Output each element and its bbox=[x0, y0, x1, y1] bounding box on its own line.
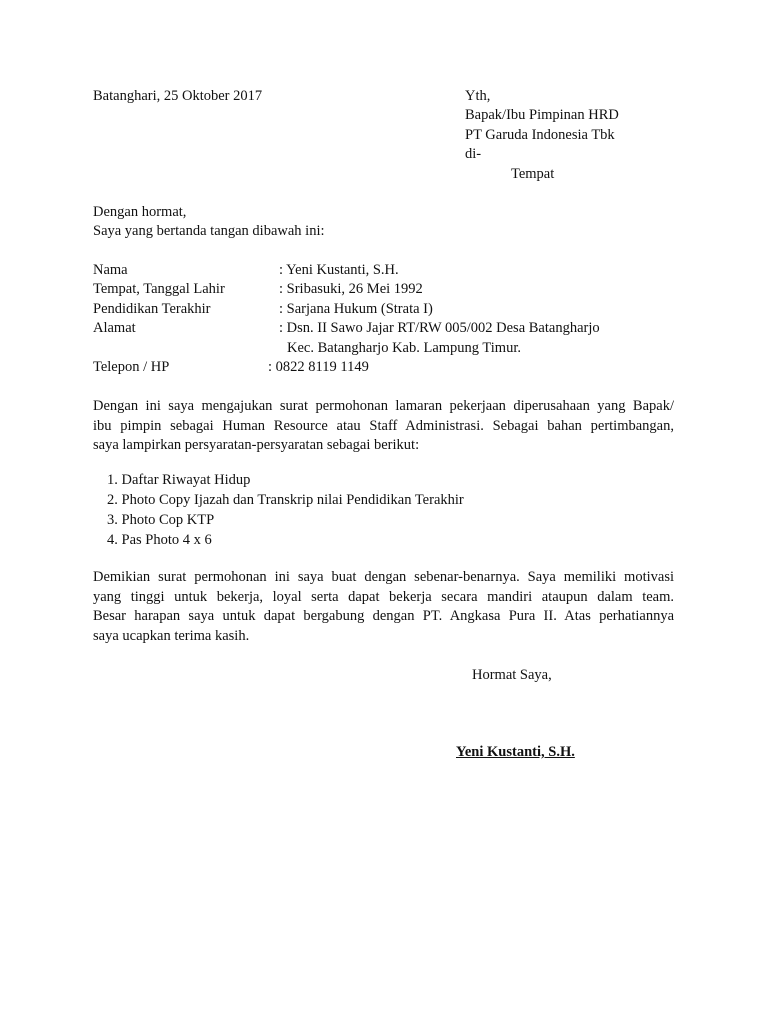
recipient-line-1: Yth, bbox=[465, 88, 491, 104]
list-item: 3. Photo Cop KTP bbox=[107, 512, 215, 528]
address-value-1: : Dsn. II Sawo Jajar RT/RW 005/002 Desa Batangharjo bbox=[279, 320, 600, 336]
name-value: : Yeni Kustanti, S.H. bbox=[279, 262, 399, 278]
education-label: Pendidikan Terakhir bbox=[93, 301, 211, 317]
list-item: 1. Daftar Riwayat Hidup bbox=[107, 472, 251, 488]
body-paragraph-2 bbox=[93, 568, 674, 646]
address-value-2: Kec. Batangharjo Kab. Lampung Timur. bbox=[287, 340, 521, 356]
body-2-line-2: yang tinggi untuk bekerja, loyal serta dapat bekerja secara mandiri ataupun dalam team. bbox=[93, 588, 674, 605]
recipient-line-3: PT Garuda Indonesia Tbk bbox=[465, 127, 615, 143]
body-paragraph-1 bbox=[93, 397, 674, 456]
attachment-list bbox=[107, 471, 464, 551]
name-label: Nama bbox=[93, 262, 128, 278]
address-label: Alamat bbox=[93, 320, 136, 336]
intro-text: Saya yang bertanda tangan dibawah ini: bbox=[93, 223, 325, 239]
closing: Hormat Saya, bbox=[472, 667, 552, 683]
birth-label: Tempat, Tanggal Lahir bbox=[93, 281, 225, 297]
phone-value: : 0822 8119 1149 bbox=[268, 359, 369, 375]
body-2-line-4: saya ucapkan terima kasih. bbox=[93, 627, 250, 644]
body-2-line-1: Demikian surat permohonan ini saya buat dengan sebenar-benarnya. Saya memiliki motivasi bbox=[93, 569, 674, 585]
recipient-line-5: Tempat bbox=[511, 166, 555, 182]
birth-value: : Sribasuki, 26 Mei 1992 bbox=[279, 281, 423, 297]
phone-label: Telepon / HP bbox=[93, 359, 170, 375]
body-1-line-1: Dengan ini saya mengajukan surat permohonan lamaran pekerjaan diperusahaan yang Bapak/ bbox=[93, 398, 674, 414]
education-value: : Sarjana Hukum (Strata I) bbox=[279, 301, 433, 317]
recipient-line-2: Bapak/Ibu Pimpinan HRD bbox=[465, 107, 619, 123]
list-item: 2. Photo Copy Ijazah dan Transkrip nilai Pendidikan Terakhir bbox=[107, 492, 464, 508]
body-1-line-3: saya lampirkan persyaratan-persyaratan sebagai berikut: bbox=[93, 437, 420, 453]
signature-name: Yeni Kustanti, S.H. bbox=[456, 744, 575, 760]
recipient-line-4: di- bbox=[465, 146, 482, 162]
body-2-line-3: Besar harapan saya untuk dapat bergabung dengan PT. Angkasa Pura II. Atas perhatiannya bbox=[93, 608, 674, 624]
body-1-line-2: ibu pimpin sebagai Human Resource atau Staff Administrasi. Sebagai bahan pertimbangan, bbox=[93, 417, 674, 434]
greeting: Dengan hormat, bbox=[93, 204, 187, 220]
place-date: Batanghari, 25 Oktober 2017 bbox=[93, 88, 263, 104]
list-item: 4. Pas Photo 4 x 6 bbox=[107, 532, 212, 548]
